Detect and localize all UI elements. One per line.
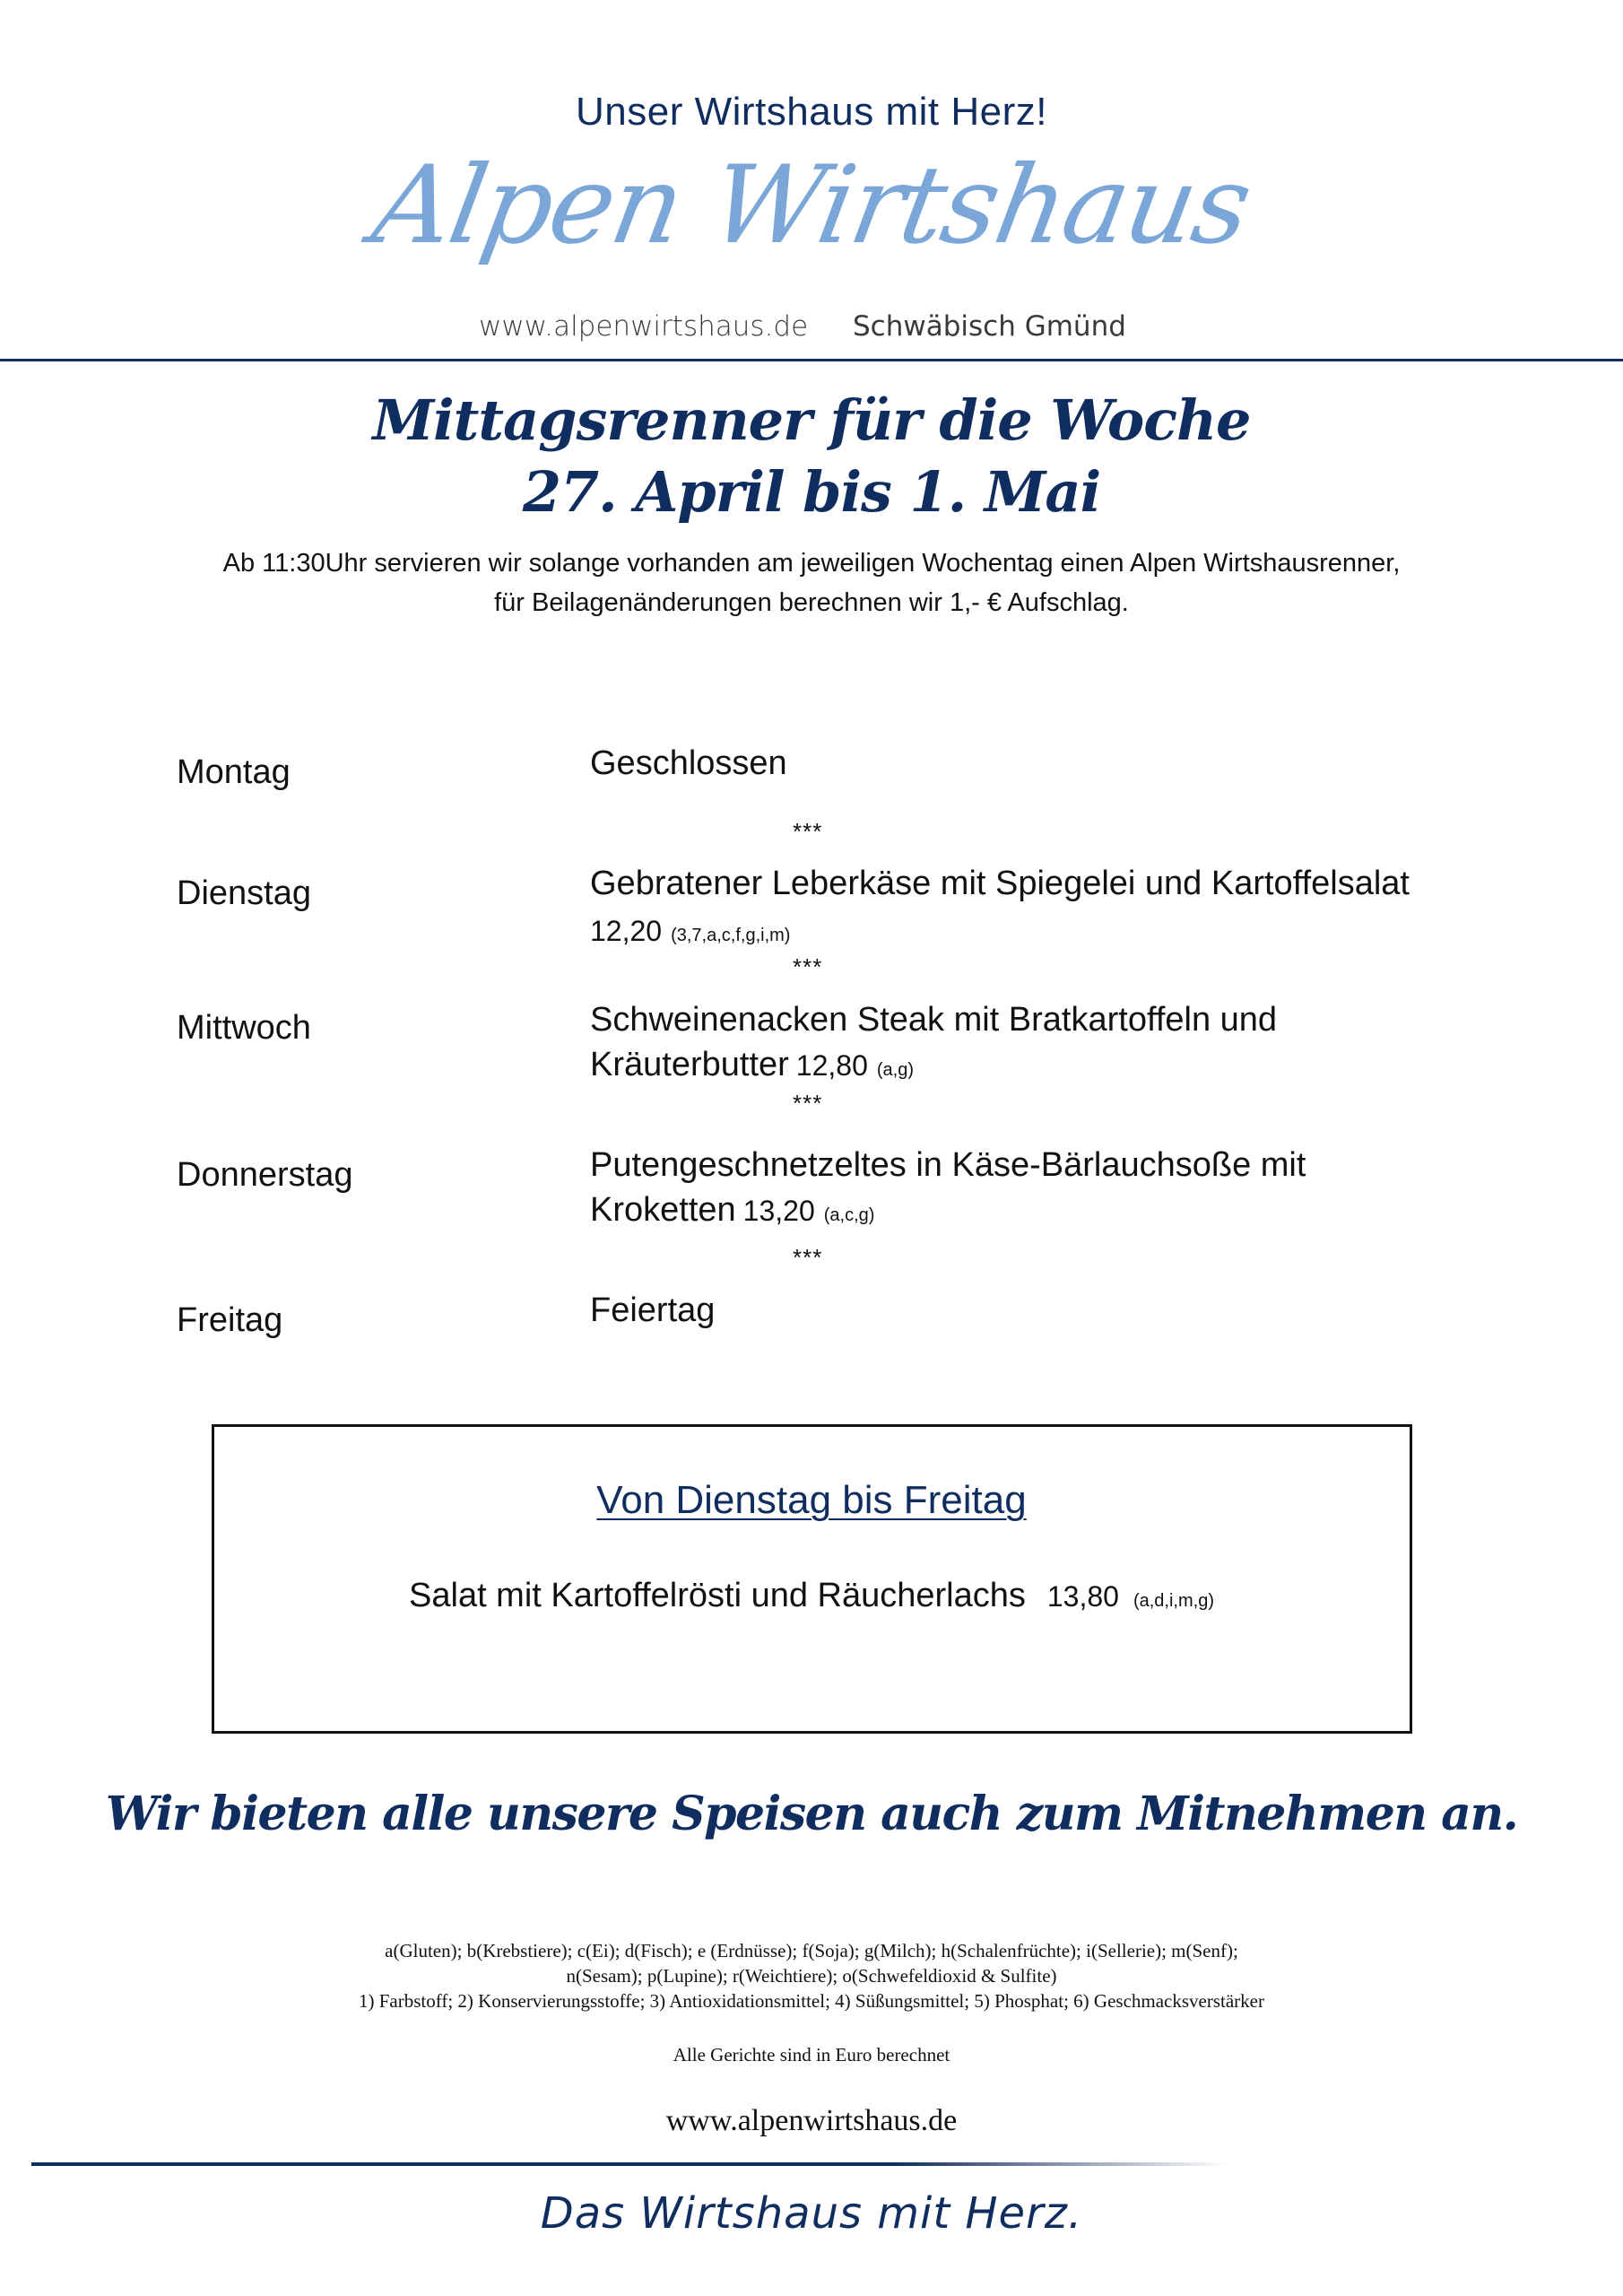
dish-allergens: (3,7,a,c,f,g,i,m)	[671, 926, 791, 945]
dish-monday	[590, 741, 787, 786]
logo: Alpen Wirtshaus	[364, 144, 1259, 268]
special-dish-text: Salat mit Kartoffelrösti und Räucherlachs	[409, 1577, 1026, 1614]
page-date-range: 27. April bis 1. Mai	[522, 459, 1101, 525]
separator: ***	[793, 953, 823, 980]
day-label-friday: Freitag	[177, 1301, 283, 1339]
separator: ***	[793, 1090, 823, 1117]
special-offer-title: Von Dienstag bis Freitag	[596, 1478, 1027, 1522]
dish-text-line2	[590, 1187, 1306, 1238]
currency-note: Alle Gerichte sind in Euro berechnet	[673, 2044, 950, 2066]
dish-text: Geschlossen	[590, 744, 787, 782]
intro-text-line1: Ab 11:30Uhr servieren wir solange vorhanden am jeweiligen Wochentag einen Alpen Wirtshausrenner,	[222, 549, 1401, 578]
page-title: Mittagsrenner für die Woche	[372, 387, 1251, 453]
dish-wednesday	[590, 997, 1277, 1092]
dish-text-cont: Kräuterbutter	[590, 1046, 789, 1083]
dish-thursday	[590, 1143, 1306, 1238]
dish-allergens: (a,c,g)	[823, 1205, 875, 1225]
dish-price: 12,20	[590, 915, 663, 947]
allergen-legend-line2: n(Sesam); p(Lupine); r(Weichtiere); o(Schwefeldioxid & Sulfite)	[566, 1965, 1057, 1987]
separator: ***	[793, 818, 823, 845]
allergen-legend-line1: a(Gluten); b(Krebstiere); c(Ei); d(Fisch); e (Erdnüsse); f(Soja); g(Milch); h(Schalenfrüchte); i(Sellerie); m(Senf);	[385, 1940, 1238, 1961]
special-offer-dish	[0, 1577, 1623, 1615]
dish-price: 12,80	[795, 1049, 868, 1082]
dish-text: Gebratener Leberkäse mit Spiegelei und Kartoffelsalat	[590, 865, 1410, 902]
header-website: www.alpenwirtshaus.de	[479, 310, 809, 343]
day-label-monday: Montag	[177, 753, 291, 791]
separator: ***	[793, 1244, 823, 1271]
footer-website-link[interactable]: www.alpenwirtshaus.de	[665, 2104, 958, 2137]
dish-text: Schweinenacken Steak mit Bratkartoffeln und	[590, 1001, 1278, 1039]
special-dish-allergens: (a,d,i,m,g)	[1133, 1591, 1214, 1611]
dish-text-cont: Kroketten	[590, 1191, 736, 1229]
tagline: Unser Wirtshaus mit Herz!	[576, 90, 1047, 134]
dish-price: 13,20	[742, 1195, 815, 1227]
footer-divider	[31, 2162, 1228, 2166]
day-label-wednesday: Mittwoch	[177, 1009, 311, 1047]
takeaway-notice: Wir bieten alle unsere Speisen auch zum Mitnehmen an.	[105, 1787, 1518, 1841]
footer-slogan: Das Wirtshaus mit Herz.	[540, 2188, 1083, 2239]
additive-legend: 1) Farbstoff; 2) Konservierungsstoffe; 3) Antioxidationsmittel; 4) Süßungsmittel; 5) Phosphat; 6) Geschmacksverstärker	[359, 1990, 1264, 2012]
dish-friday	[590, 1288, 715, 1333]
day-label-tuesday: Dienstag	[177, 874, 311, 912]
header-location: Schwäbisch Gmünd	[853, 310, 1126, 343]
intro-text-line2: für Beilagenänderungen berechnen wir 1,- € Aufschlag.	[494, 588, 1129, 617]
dish-text: Feiertag	[590, 1292, 716, 1329]
dish-text-line2	[590, 1042, 1277, 1092]
day-label-thursday: Donnerstag	[177, 1156, 353, 1194]
dish-tuesday	[590, 861, 1410, 958]
dish-text: Putengeschnetzeltes in Käse-Bärlauchsoße mit	[590, 1146, 1306, 1184]
special-dish-price: 13,80	[1046, 1580, 1119, 1613]
dish-allergens: (a,g)	[876, 1060, 914, 1080]
header-divider	[0, 359, 1623, 361]
dish-price-row	[590, 908, 1410, 958]
